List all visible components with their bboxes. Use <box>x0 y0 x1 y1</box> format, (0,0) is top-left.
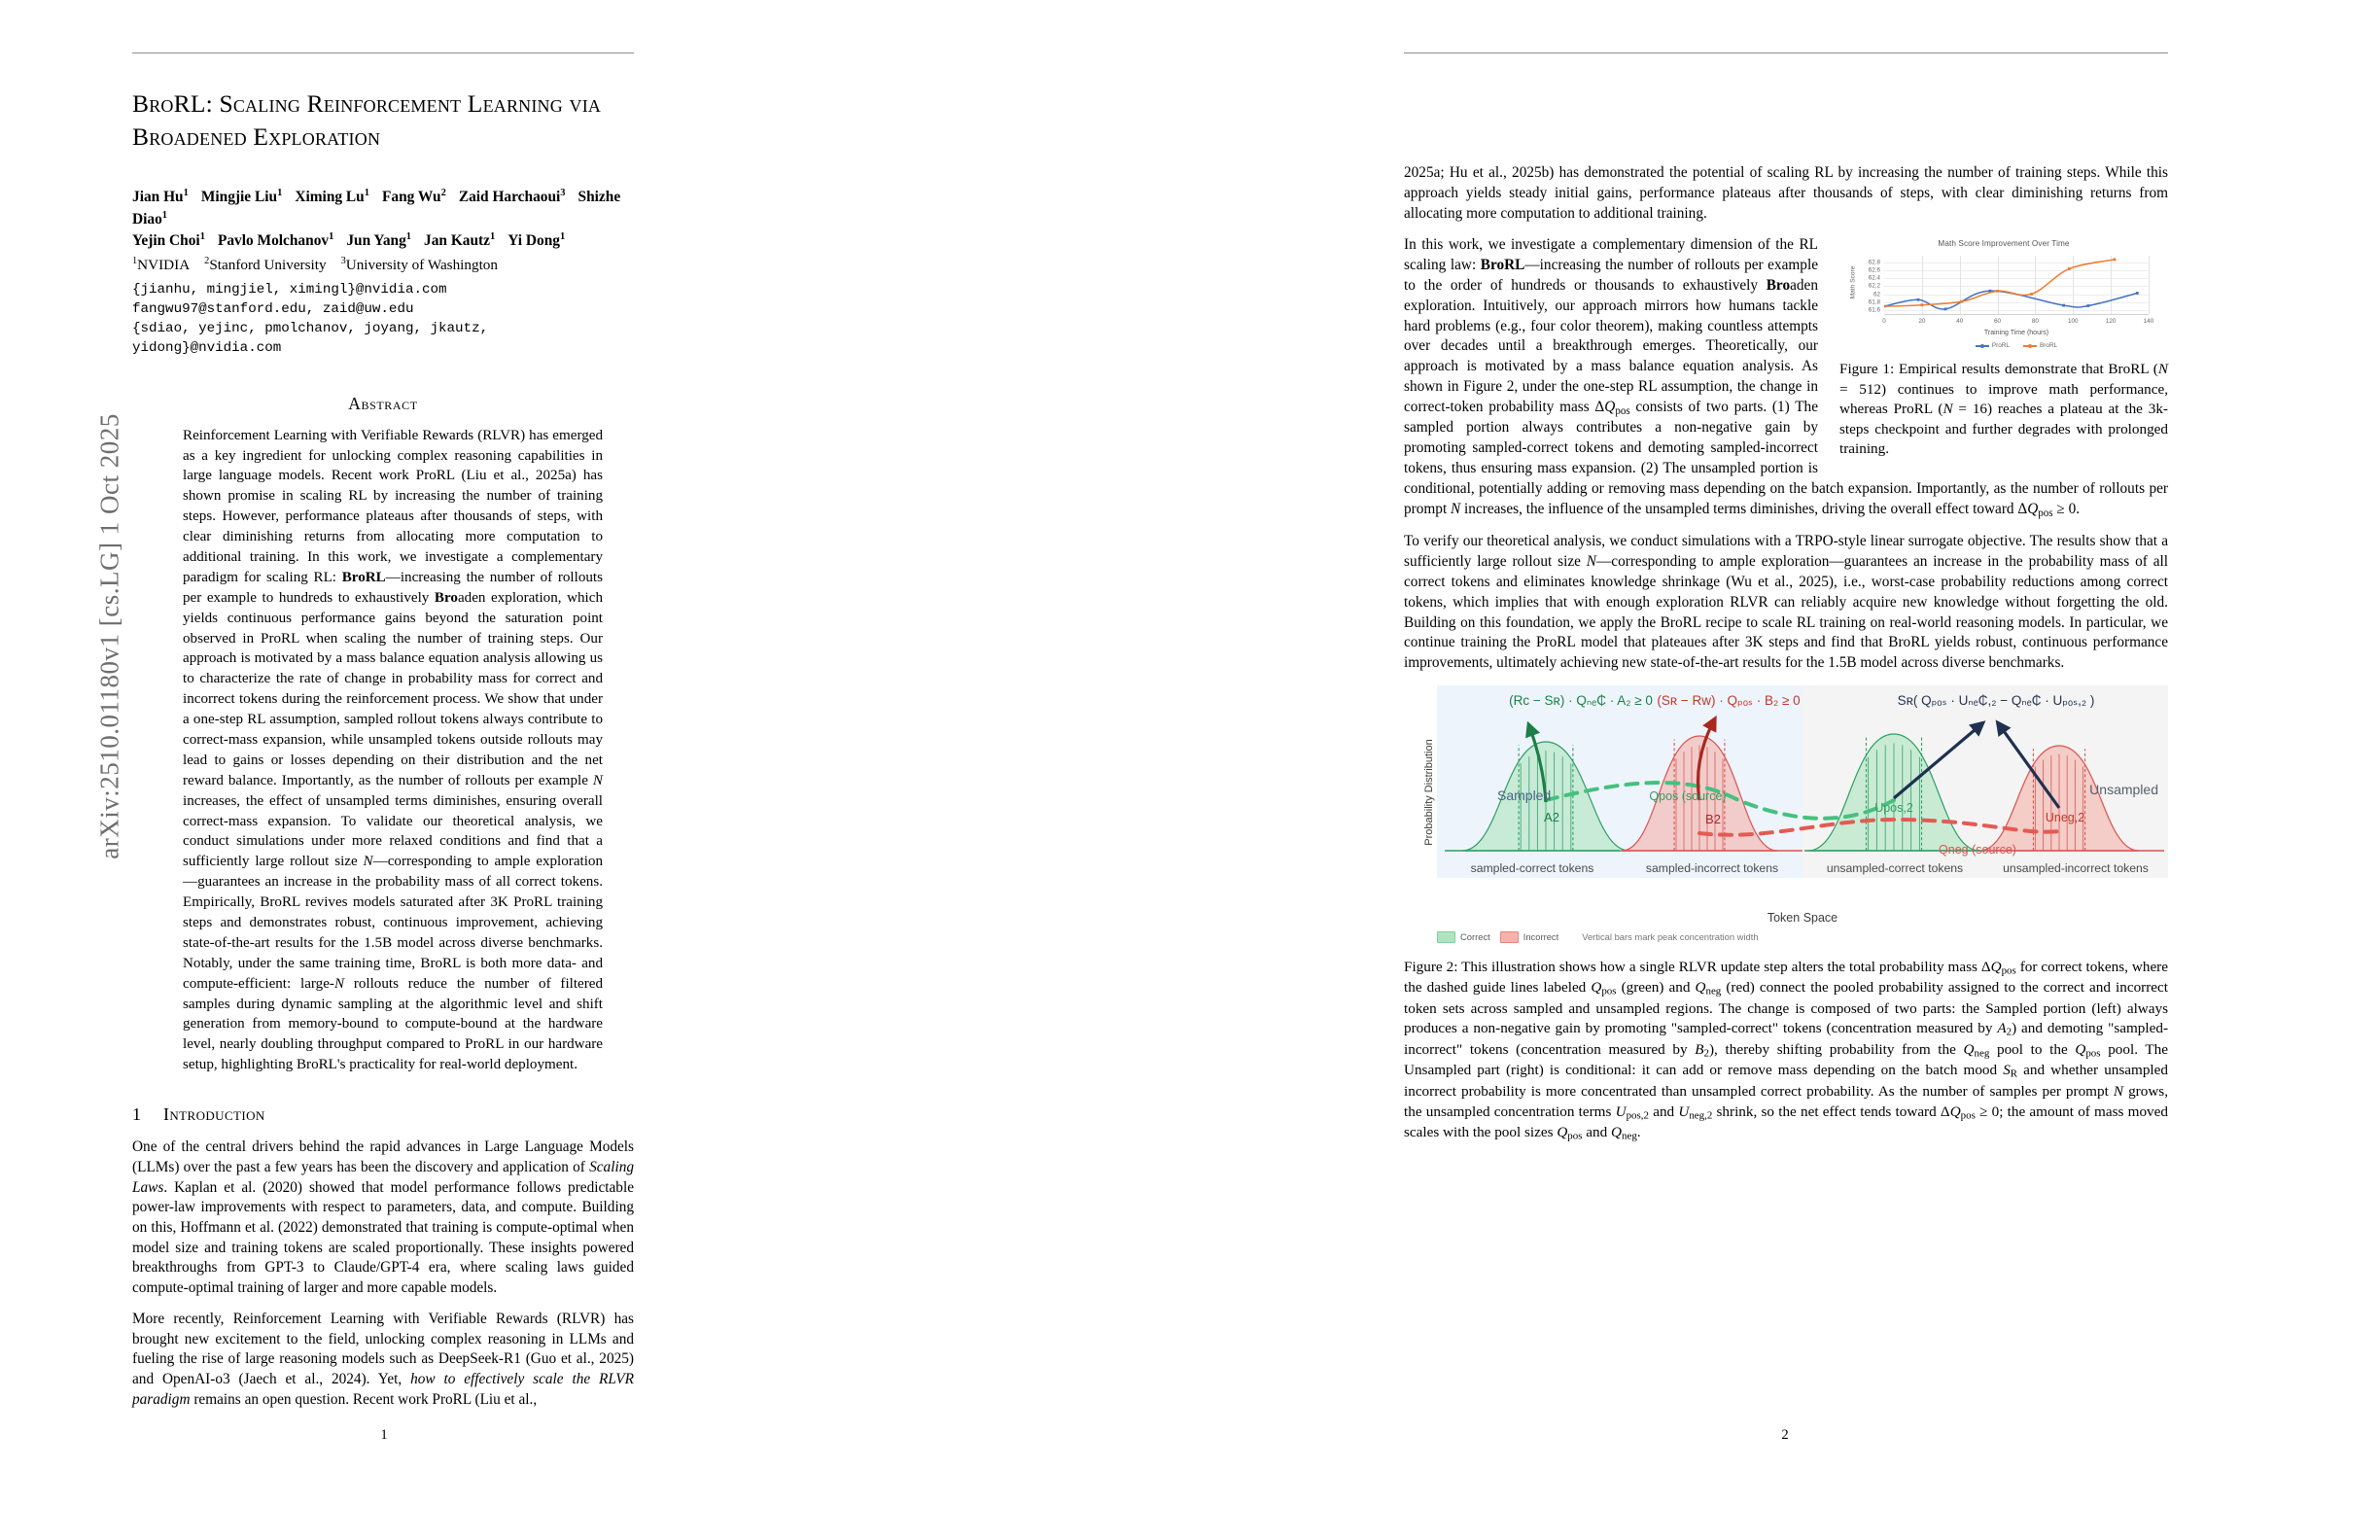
chart-y-tick: 62.4 <box>1868 274 1880 282</box>
author-name: Yejin Choi$^1$ <box>132 231 205 250</box>
chart-x-tick: 40 <box>1956 318 1964 326</box>
sampled-region-label: Sampled <box>1497 787 1552 803</box>
author-name: Ximing Lu$^1$ <box>295 187 369 205</box>
qpos-source-label: Qpos (source) <box>1649 788 1727 803</box>
chart-title: Math Score Improvement Over Time <box>1938 239 2070 249</box>
chart-marker <box>1996 290 1999 293</box>
page-2-column <box>1404 163 2168 1144</box>
chart-legend <box>1884 342 2149 349</box>
chart-x-tick: 80 <box>2031 318 2039 326</box>
chart-y-axis-label: Math Score <box>1849 266 1857 299</box>
math-score-chart <box>1839 239 2168 354</box>
figure-1 <box>1839 239 2168 460</box>
legend-label-prorl: ProRL <box>1991 342 2010 350</box>
figure-2-diagram <box>1404 685 2168 950</box>
affiliation-list <box>132 255 634 277</box>
page-1-column <box>132 88 634 1420</box>
author-name: Mingjie Liu$^1$ <box>200 187 283 205</box>
chart-x-tick: 20 <box>1918 318 1926 326</box>
legend-item-incorrect <box>1500 931 1558 943</box>
chart-marker <box>2136 292 2139 295</box>
chart-marker <box>2068 267 2071 270</box>
page-rule-right <box>1404 52 2168 53</box>
legend-line-prorl <box>1976 345 1989 347</box>
figure-2 <box>1404 685 2168 1144</box>
author-name: Jian Hu$^1$ <box>132 187 189 205</box>
figure-2-category-label: sampled-incorrect tokens <box>1645 860 1779 875</box>
email-line-1: {jianhu, mingjiel, ximingl}@nvidia.com <box>132 282 447 298</box>
title-line-2: Broadened Exploration <box>132 122 381 151</box>
chart-y-tick: 61.6 <box>1868 306 1880 314</box>
email-line-3: {sdiao, yejinc, pmolchanov, joyang, jkautz, yidong}@nvidia.com <box>132 321 489 357</box>
page-rule-left <box>132 52 634 53</box>
author-line-2 <box>132 230 634 253</box>
author-name: Shizhe Diao$^1$ <box>132 188 621 228</box>
legend-item-correct <box>1437 931 1490 943</box>
figure-2-plot <box>1437 685 2168 909</box>
section-number: 1 <box>132 1104 142 1125</box>
chart-x-tick: 60 <box>1994 318 2002 326</box>
chart-x-axis <box>1884 314 2149 315</box>
email-line-2: fangwu97@stanford.edu, zaid@uw.edu <box>132 301 414 318</box>
figure-2-x-axis-label: Token Space <box>1767 910 1838 925</box>
page-number-right: 2 <box>1781 1427 1789 1443</box>
legend-item-brorl <box>2023 342 2057 349</box>
figure-2-category-label: unsampled-incorrect tokens <box>2003 860 2149 875</box>
chart-marker <box>1944 308 1947 311</box>
chart-x-tick: 140 <box>2143 318 2154 326</box>
intro-paragraph-1: One of the central drivers behind the rapid advances in Large Language Models (LLMs) over the past a few years has been the discovery and application of Scaling Laws. Kaplan et al. (2020) showed that model performance follows predictable power-law improvements with respect to parameters, data, and compute. Building on this, Hoffmann et al. (2022) demonstrated that training is compute-optimal when model size and training tokens are scaled proportionally. These insights powered breakthroughs from GPT-3 to Claude/GPT-4 era, where scaling laws guided compute-optimal training of larger and more capable models. <box>132 1138 634 1297</box>
chart-marker <box>2062 304 2065 307</box>
legend-note: Vertical bars mark peak concentration width <box>1582 931 1759 943</box>
arxiv-stamp: arXiv:2510.01180v1 [cs.LG] 1 Oct 2025 <box>94 413 124 859</box>
title-line-1: BroRL: Scaling Reinforcement Learning via <box>132 89 602 118</box>
author-name: Jun Yang$^1$ <box>346 231 412 250</box>
chart-y-tick: 62.8 <box>1868 259 1880 266</box>
page-title <box>132 88 634 154</box>
chart-y-tick: 61.8 <box>1868 298 1880 306</box>
peak-label-a2: A2 <box>1544 809 1559 824</box>
chart-body <box>1839 250 2168 350</box>
author-name: Pavlo Molchanov$^1$ <box>217 231 334 250</box>
unsampled-region-label: Unsampled <box>2089 781 2158 797</box>
legend-item-prorl <box>1976 342 2010 349</box>
author-list <box>132 187 634 253</box>
chart-x-tick: 100 <box>2068 318 2079 326</box>
chart-y-tick: 62 <box>1872 291 1880 298</box>
legend-line-brorl <box>2023 345 2037 347</box>
author-name: Zaid Harchaoui$^3$ <box>458 187 566 205</box>
chart-y-tick: 62.6 <box>1868 266 1880 274</box>
abstract-heading: Abstract <box>348 393 418 413</box>
chart-gridline-v <box>2149 256 2150 314</box>
right-paragraph-2: In this work, we investigate a complementary dimension of the RL scaling law: BroRL—increasing the number of rollouts per example to the order of hundreds or thousands to exhaustively Broaden exploration. Intuitively, our approach mirrors how humans tackle hard problems (e.g., four color theorem), making countless attempts over decades until a breakthrough emerges. Theoretically, our approach is motivated by a mass balance equation analysis. As shown in Figure 2, under the one-step RL assumption, the change in correct-token probability mass ΔQpos consists of two parts. (1) The sampled portion always contributes a non-negative gain by promoting sampled-correct tokens and demoting sampled-incorrect tokens, thus ensuring mass expansion. (2) The unsampled portion is conditional, potentially adding or removing mass depending on the batch expansion. Importantly, as the number of rollouts per prompt N increases, the influence of the unsampled terms diminishes, driving the overall effect toward ΔQpos ≥ 0. <box>1404 236 2168 519</box>
peak-label-uneg2: Uneg,2 <box>2045 810 2085 824</box>
figure-2-legend <box>1437 931 2168 943</box>
unsampled-equation: Sʀ( Qₚₒₛ · Uₙₑ₵,₂ − Qₙₑ₵ · Uₚₒₛ,₂ ) <box>1897 692 2095 708</box>
chart-x-tick: 0 <box>1882 318 1886 326</box>
chart-x-tick: 120 <box>2105 318 2117 326</box>
figure-2-category-label: sampled-correct tokens <box>1470 860 1594 875</box>
chart-y-tick: 62.2 <box>1868 282 1880 290</box>
figure-2-caption: Figure 2: This illustration shows how a single RLVR update step alters the total probability mass ΔQpos for correct tokens, where the dashed guide lines labeled Qpos (green) and Qneg (red) connect the pooled probability assigned to the correct and incorrect token sets across sampled and unsampled regions. The change is composed of two parts: the Sampled portion (left) always produces a non-negative gain by promoting "sampled-correct" tokens (concentration measured by A2) and demoting "sampled-incorrect" tokens (concentration measured by B2), thereby shifting probability from the Qneg pool to the Qpos pool. The Unsampled part (right) is conditional: it can add or remove mass depending on the batch mood SR and whether unsampled incorrect probability is more concentrated than unsampled correct probability. As the number of samples per prompt N grows, the unsampled concentration terms Upos,2 and Uneg,2 shrink, so the net effect tends toward ΔQpos ≥ 0; the amount of mass moved scales with the pool sizes Qpos and Qneg. <box>1404 958 2169 1142</box>
chart-marker <box>2086 305 2089 308</box>
legend-label-incorrect: Incorrect <box>1522 931 1559 943</box>
swatch-correct-icon <box>1437 931 1455 943</box>
sampled-correct-equation: (Rс − Sʀ) · Qₙₑ₵ · A₂ ≥ 0 <box>1509 692 1653 708</box>
abstract-text: Reinforcement Learning with Verifiable Rewards (RLVR) has emerged as a key ingredient for unlocking complex reasoning capabilities in large language models. Recent work ProRL (Liu et al., 2025a) has shown promise in scaling RL by increasing the number of training steps. However, performance plateaus after thousands of steps, with clear diminishing returns from allocating more computation to additional training. In this work, we investigate a complementary paradigm for scaling RL: BroRL—increasing the number of rollouts per example to hundreds to exhaustively Broaden exploration, which yields continuous performance gains beyond the saturation point observed in ProRL when scaling the number of training steps. Our approach is motivated by a mass balance equation analysis allowing us to characterize the rate of change in probability mass for correct and incorrect tokens during the reinforcement process. We show that under a one-step RL assumption, sampled rollout tokens always contribute to correct-mass expansion, while unsampled tokens outside rollouts may lead to gains or losses depending on their distribution and the net reward balance. Importantly, as the number of rollouts per example N increases, the effect of unsampled terms diminishes, ensuring overall correct-mass expansion. To validate our theoretical analysis, we conduct simulations under more relaxed conditions and find that a sufficiently large rollout size N—corresponding to ample exploration—guarantees an increase in the probability mass of all correct tokens. Empirically, BroRL revives models saturated after 3K ProRL training steps and demonstrates robust, continuous improvement, achieving state-of-the-art results for the 1.5B model across diverse benchmarks. Notably, under the same training time, BroRL is both more data- and compute-efficient: large-N rollouts reduce the number of filtered samples during dynamic sampling at the algorithmic level and shift generation from memory-bound to compute-bound at the hardware level, nearly doubling throughput compared to ProRL in our hardware setup, highlighting BroRL's practicality for real-world deployment. <box>183 427 603 1073</box>
chart-series-layer <box>1884 256 2149 314</box>
legend-label-brorl: BroRL <box>2040 342 2058 350</box>
chart-marker <box>2030 294 2033 297</box>
peak-label-upos2: Upos,2 <box>1874 800 1913 815</box>
author-name: Yi Dong$^1$ <box>508 231 566 250</box>
figure-1-caption: Figure 1: Empirical results demonstrate that BroRL (N = 512) continues to improve math performance, whereas ProRL (N = 16) reaches a plateau at the 3k-steps checkpoint and further degrades with prolonged training. <box>1839 361 2168 458</box>
chart-marker <box>1917 298 1920 301</box>
legend-label-correct: Correct <box>1460 931 1490 943</box>
affiliation: $^2$Stanford University <box>204 256 327 274</box>
section-heading-introduction <box>132 1104 634 1125</box>
intro-paragraph-2: More recently, Reinforcement Learning with Verifiable Rewards (RLVR) has brought new excitement to the field, unlocking complex reasoning in LLMs and fueling the rise of large reasoning models such as DeepSeek-R1 (Guo et al., 2025) and OpenAI-o3 (Jaech et al., 2024). Yet, how to effectively scale the RLVR paradigm remains an open question. Recent work ProRL (Liu et al., <box>132 1310 634 1408</box>
affiliation: $^1$NVIDIA <box>132 256 191 274</box>
chart-marker <box>1960 300 1963 303</box>
right-paragraph-3: To verify our theoretical analysis, we conduct simulations with a TRPO-style linear surrogate objective. The results show that a sufficiently large rollout size N—corresponding to ample exploration—guarantees an increase in the probability mass of all correct tokens and eliminates knowledge shrinkage (Wu et al., 2025), i.e., worst-case probability reductions among correct tokens, which implies that with enough exploration RLVR can reliably acquire new knowledge without forgetting the old. Building on this foundation, we apply the BroRL recipe to scale RL training on real-world reasoning models. In particular, we continue training the ProRL model that plateaues after 3K steps and find that BroRL yields robust, continuous performance improvements, ultimately achieving new state-of-the-art results for the 1.5B model across diverse benchmarks. <box>1404 533 2168 672</box>
chart-plot-area <box>1868 256 2149 314</box>
abstract-body <box>183 426 603 1076</box>
page-number-left: 1 <box>380 1427 388 1443</box>
chart-marker <box>1920 304 1923 307</box>
sampled-incorrect-equation: (Sʀ − Rᴡ) · Qₚₒₛ · B₂ ≥ 0 <box>1657 692 1801 708</box>
figure-2-svg <box>1437 685 2168 909</box>
author-line-1 <box>132 187 634 231</box>
right-paragraph-1: 2025a; Hu et al., 2025b) has demonstrated the potential of scaling RL by increasing the number of training steps. While this approach yields steady initial gains, performance plateaus after thousands of steps, with clear diminishing returns from allocating more computation to additional training. <box>1404 164 2168 222</box>
peak-label-b2: B2 <box>1705 811 1721 826</box>
swatch-incorrect-icon <box>1500 931 1519 943</box>
chart-line-prorl <box>1884 292 2137 310</box>
qneg-source-label: Qneg (source) <box>1939 842 2016 857</box>
chart-x-axis-label: Training Time (hours) <box>1983 330 2049 337</box>
figure-1-card <box>1839 239 2168 460</box>
affiliation: $^3$University of Washington <box>340 256 498 274</box>
section-title: Introduction <box>163 1104 265 1125</box>
figure-2-y-axis-label: Probability Distribution <box>1423 739 1435 846</box>
email-block <box>132 280 634 359</box>
chart-marker <box>2114 259 2117 262</box>
figure-2-category-label: unsampled-correct tokens <box>1826 860 1964 875</box>
author-name: Jan Kautz$^1$ <box>424 231 496 250</box>
chart-marker <box>1884 305 1885 308</box>
author-name: Fang Wu$^2$ <box>381 187 446 205</box>
